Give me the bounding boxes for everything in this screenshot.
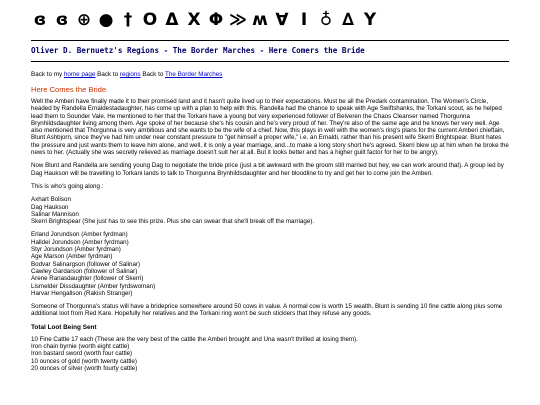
title-divider xyxy=(31,61,509,62)
loot-list xyxy=(31,336,509,372)
list-item: Bodvar Salinargson (follower of Salinar) xyxy=(31,260,141,268)
rune-banner xyxy=(31,0,509,40)
rune-glyph: ɞ xyxy=(33,10,47,30)
list-item: Skerri Brightspear (She just has to see this prize. Plus she can swear that she'll break off the marriage). xyxy=(31,218,315,226)
list-item: Styr Jorundson (Amber fyrdman) xyxy=(31,246,121,254)
rune-glyph: Ι xyxy=(300,10,308,30)
paragraph: Well the Amberi have finally made it to their promised land and it hasn't quite lived up to their expectations. Must be all the Predark contamination. The Women's Circle, headed by Randella Ernaldestadaughter, has come up with a plan to help with this. Randella had the chance to speak with Age Swiftshanks, the Torkani scout, as he helped lead them to Sounder Vale. He mentioned to her that the Torkani have a young but very experienced follower of Belveren the Chaos Cleanser named Thorgunna Brynhildsdaughter living among them. Age spoke of her because she's his cousin and he's very proud of her. They're also of the same age and he knows her very well. Age also mentioned that Thorgunna is very ambitious and she wants to be the wife of a chief. Now, this plays in well with the women's ring's plans for the current Amberi chieftain, Blunt Ashbjorn, since they've had him under near constant pressure to "get himself a proper wife," i.e. an Ernaldi, rather than his present wife Skerri Brightspear. Blunt hates the pressure and just wants them to leave him alone, and well, it is only a year marriage, and...to make a long story short he's agreed. Skerri blew up at him when he broke the news to her. (Actually she was secretly relieved as marriage doesn't suit her at all. But it looks better and has a higher guilt factor for her to be angry). xyxy=(31,98,509,157)
rune-glyph: ∀ xyxy=(275,10,289,30)
paragraph: Now Blunt and Randella are sending young Dag to negotiate the bride price (just a bit awkward with the groom still married but hey, we can work around that). A group led by Dag Haukson will be travelling to Torkani lands to talk to Thorgunna Brynhildsdaughter and her bloodline to try and get her to come join the Amberi. xyxy=(31,162,504,177)
paragraph: This is who's going along : xyxy=(31,182,104,190)
list-item: 10 Fine Cattle 17 each (These are the very best of the cattle the Amberi brought and Una wasn't thrilled at losing them). xyxy=(31,335,358,343)
page-title: Here Comes the Bride xyxy=(31,85,107,94)
rune-glyph: Φ xyxy=(208,10,224,30)
rune-glyph: ≫ xyxy=(229,10,247,30)
section-heading: Total Loot Being Sent xyxy=(31,323,97,331)
list-item: 10 ounces of gold (worth twenty cattle) xyxy=(31,357,137,365)
list-item: Salinar Mannison xyxy=(31,210,79,218)
rune-glyph: X xyxy=(187,10,201,30)
nav-text: Back to my xyxy=(31,71,64,78)
border-marches-link[interactable]: The Border Marches xyxy=(164,71,223,78)
regions-link[interactable]: regions xyxy=(119,71,141,78)
list-item: Halldel Jorundson (Amber fyrdman) xyxy=(31,238,129,246)
rune-glyph: O xyxy=(142,10,158,30)
home-page-link[interactable]: home page xyxy=(63,71,96,78)
rune-glyph: ⊕ xyxy=(76,10,92,30)
list-item: Iron bastard sword (worth four cattle) xyxy=(31,350,133,358)
nav-text: Back to xyxy=(95,71,120,78)
list-item: Iron chain byrnie (worth eight cattle) xyxy=(31,343,130,351)
rune-glyph: ♁ xyxy=(319,10,333,30)
list-item: Dag Haukson xyxy=(31,203,69,211)
site-title: Oliver D. Bernuetz's Regions - The Border Marches - Here Comers the Bride xyxy=(31,46,365,55)
member-list-escort xyxy=(31,231,509,297)
breadcrumb-nav xyxy=(31,71,509,78)
list-item: Arene Ranasdaughter (follower of Skerri) xyxy=(31,275,144,283)
rune-glyph: Y xyxy=(363,10,377,30)
list-item: Cawley Gardarson (follower of Salinar) xyxy=(31,267,138,275)
rune-glyph: † xyxy=(123,10,133,30)
list-item: Lismelder Dissdaughter (Amber fyrdswoman) xyxy=(31,282,156,290)
list-item: Age Marson (Amber fyrdman) xyxy=(31,253,113,261)
rune-glyph: ● xyxy=(98,10,114,30)
paragraph: Someone of Thorgunna's status will have a brideprice somewhere around 50 cows in value. A normal cow is worth 15 wealth. Blunt is sending 10 fine cattle along plus some additional loot from Red Kare. Hopefully her relatives and the Torkani ring won't be such sticklers that they refuse any goods. xyxy=(31,303,503,318)
list-item: Axhart Bolison xyxy=(31,196,71,204)
list-item: Erland Jorundson (Amber fyrdman) xyxy=(31,231,128,239)
rune-glyph: ∆ xyxy=(342,10,354,30)
rune-glyph: ɞ xyxy=(55,10,69,30)
member-list-leaders xyxy=(31,196,509,225)
rune-glyph: Δ xyxy=(165,10,179,30)
nav-text: Back to xyxy=(140,71,165,78)
list-item: Harvar Hengallson (Rakish Stranger) xyxy=(31,289,133,297)
rune-glyph: ʍ xyxy=(252,10,268,30)
list-item: 20 ounces of silver (worth fourty cattle) xyxy=(31,364,138,372)
